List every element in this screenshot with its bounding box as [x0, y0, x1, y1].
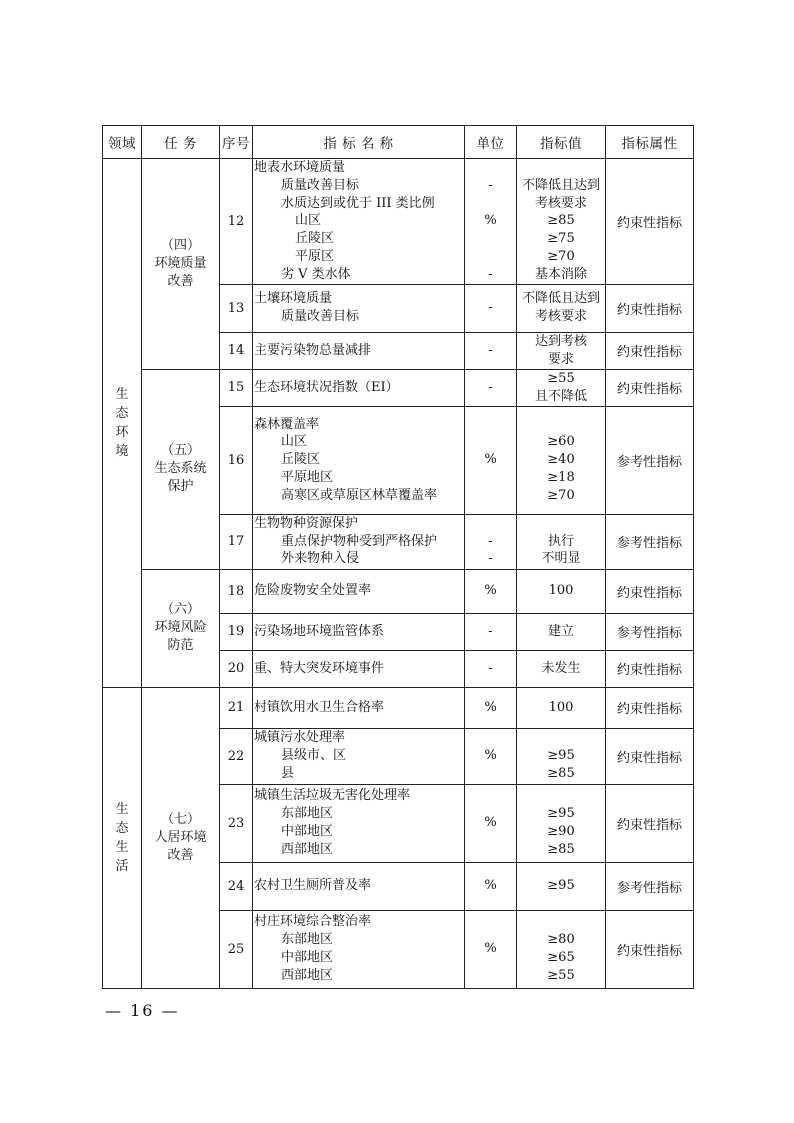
indicator-cell [253, 159, 465, 285]
value-line: 100 [548, 699, 574, 715]
unit-line: % [484, 583, 497, 599]
indicator-line: 森林覆盖率 [254, 416, 320, 432]
value-cell [517, 406, 606, 514]
header-unit: 单位 [465, 126, 517, 159]
attribute-cell: 约束性指标 [606, 569, 694, 613]
indicator-line: 东部地区 [281, 806, 334, 822]
header-attribute: 指标属性 [606, 126, 694, 159]
value-line: ≥55 [547, 967, 575, 983]
unit-line [465, 159, 516, 177]
value-line: ≥95 [547, 748, 575, 764]
indicator-line: 土壤环境质量 [254, 291, 333, 307]
value-line: ≥90 [547, 824, 575, 840]
unit-line: - [488, 342, 493, 358]
indicator-line: 地表水环境质量 [254, 160, 346, 175]
indicator-cell [253, 369, 465, 406]
unit-cell [465, 784, 517, 862]
unit-cell [465, 406, 517, 514]
indicator-cell [253, 569, 465, 613]
task-label-line: （六） [160, 602, 200, 618]
value-line: ≥85 [547, 765, 575, 781]
indicator-cell [253, 728, 465, 784]
unit-line: - [488, 551, 493, 567]
indicator-line: 中部地区 [281, 824, 334, 840]
table-row [103, 369, 694, 406]
value-line [517, 913, 605, 931]
seq-cell: 15 [220, 369, 253, 406]
indicator-cell [253, 862, 465, 910]
task-label-line: 环境风险 [154, 620, 207, 636]
value-line: ≥55 [547, 370, 575, 386]
unit-line: - [488, 660, 493, 676]
domain-label: 生态生活 [115, 801, 129, 874]
unit-cell [465, 687, 517, 728]
task-label-line: 防范 [167, 638, 194, 654]
unit-cell [465, 650, 517, 687]
value-line: ≥60 [547, 434, 575, 450]
value-cell [517, 369, 606, 406]
unit-line: % [484, 815, 497, 831]
unit-line: % [484, 748, 497, 764]
value-line [517, 515, 605, 533]
value-line: 要求 [547, 351, 574, 367]
value-cell [517, 687, 606, 728]
indicator-line: 西部地区 [281, 841, 334, 857]
attribute-cell: 约束性指标 [606, 687, 694, 728]
domain-label: 生态环境 [115, 386, 129, 459]
table-header-row [103, 126, 694, 159]
header-indicator: 指 标 名 称 [253, 126, 465, 159]
indicator-line: 山区 [281, 434, 308, 450]
value-line: 不明显 [541, 551, 581, 567]
indicator-line: 高寒区或草原区林草覆盖率 [281, 487, 438, 503]
value-cell [517, 569, 606, 613]
indicator-line: 城镇生活垃圾无害化处理率 [254, 788, 411, 804]
task-cell [142, 159, 220, 370]
seq-cell: 12 [220, 159, 253, 285]
task-label-line: 改善 [167, 847, 194, 863]
task-label-line: （五） [160, 443, 200, 459]
value-line: 且不降低 [534, 388, 587, 404]
value-line: ≥80 [547, 932, 575, 948]
value-cell [517, 910, 606, 988]
unit-line: % [484, 452, 497, 468]
indicator-line: 平原区 [295, 248, 335, 264]
attribute-cell: 约束性指标 [606, 159, 694, 285]
value-line: 执行 [547, 533, 574, 549]
value-line: 考核要求 [534, 309, 587, 325]
attribute-cell: 约束性指标 [606, 784, 694, 862]
unit-line: % [484, 213, 497, 229]
indicator-line: 外来物种入侵 [281, 551, 360, 567]
indicator-line: 村镇饮用水卫生合格率 [254, 699, 385, 715]
value-line: 未发生 [541, 660, 581, 676]
value-line: 不降低且达到 [521, 291, 600, 307]
unit-cell [465, 728, 517, 784]
seq-cell: 22 [220, 728, 253, 784]
value-line: ≥70 [547, 248, 575, 264]
indicator-line: 生物物种资源保护 [254, 515, 359, 531]
value-line [517, 159, 605, 177]
unit-cell [465, 159, 517, 285]
unit-line: - [488, 379, 493, 395]
value-line: ≥85 [547, 213, 575, 229]
indicator-line: 主要污染物总量减排 [254, 342, 372, 358]
value-line: 不降低且达到 [521, 177, 600, 193]
attribute-cell: 约束性指标 [606, 728, 694, 784]
indicator-line: 重、特大突发环境事件 [254, 660, 385, 676]
indicator-line: 县 [281, 765, 295, 781]
indicator-line: 水质达到或优于 III 类比例 [281, 195, 435, 211]
seq-cell: 14 [220, 332, 253, 369]
value-cell [517, 650, 606, 687]
seq-cell: 20 [220, 650, 253, 687]
unit-line: - [488, 623, 493, 639]
unit-line: - [488, 300, 493, 316]
value-line [517, 729, 605, 747]
table-row [103, 687, 694, 728]
indicator-line: 劣 V 类水体 [281, 266, 351, 282]
task-cell [142, 569, 220, 687]
value-cell [517, 159, 606, 285]
header-task: 任 务 [142, 126, 220, 159]
attribute-cell: 参考性指标 [606, 514, 694, 569]
task-cell [142, 687, 220, 988]
page-number: — 16 — [105, 1001, 180, 1020]
indicator-line: 东部地区 [281, 932, 334, 948]
table-row [103, 159, 694, 285]
value-line: ≥70 [547, 487, 575, 503]
indicator-cell [253, 332, 465, 369]
indicator-line: 山区 [295, 213, 322, 229]
seq-cell: 19 [220, 613, 253, 650]
unit-cell [465, 369, 517, 406]
task-label-line: 保护 [167, 479, 194, 495]
task-label-line: （七） [160, 811, 200, 827]
value-cell [517, 728, 606, 784]
unit-line [465, 248, 516, 266]
attribute-cell: 约束性指标 [606, 910, 694, 988]
value-cell [517, 784, 606, 862]
task-label-line: （四） [160, 237, 200, 253]
indicator-cell [253, 784, 465, 862]
value-cell [517, 862, 606, 910]
indicator-cell [253, 910, 465, 988]
indicator-line: 平原地区 [281, 469, 334, 485]
indicator-cell [253, 406, 465, 514]
attribute-cell: 约束性指标 [606, 650, 694, 687]
value-cell [517, 284, 606, 332]
unit-cell [465, 613, 517, 650]
task-label-line: 环境质量 [154, 255, 207, 271]
value-line [517, 787, 605, 805]
value-cell [517, 613, 606, 650]
value-line: 达到考核 [534, 333, 587, 349]
indicator-line: 丘陵区 [295, 231, 335, 247]
unit-line: % [484, 941, 497, 957]
header-value: 指标值 [517, 126, 606, 159]
unit-cell [465, 514, 517, 569]
seq-cell: 21 [220, 687, 253, 728]
indicator-line: 西部地区 [281, 967, 334, 983]
value-line: ≥40 [547, 452, 575, 468]
value-line: 考核要求 [534, 195, 587, 211]
attribute-cell: 约束性指标 [606, 369, 694, 406]
indicator-line: 污染场地环境监管体系 [254, 623, 385, 639]
unit-cell [465, 569, 517, 613]
seq-cell: 25 [220, 910, 253, 988]
unit-line: % [484, 878, 497, 894]
indicator-line: 农村卫生厕所普及率 [254, 878, 372, 894]
value-line: ≥85 [547, 841, 575, 857]
value-line: ≥18 [547, 469, 575, 485]
attribute-cell: 参考性指标 [606, 613, 694, 650]
domain-cell [103, 687, 142, 988]
value-line: ≥75 [547, 231, 575, 247]
task-label-line: 改善 [167, 273, 194, 289]
indicator-cell [253, 613, 465, 650]
attribute-cell: 参考性指标 [606, 862, 694, 910]
table-body [103, 159, 694, 989]
unit-line: - [488, 266, 493, 282]
value-line: 100 [548, 583, 574, 599]
unit-line [465, 230, 516, 248]
indicator-line: 重点保护物种受到严格保护 [281, 533, 438, 549]
value-line: ≥65 [547, 950, 575, 966]
indicator-line: 质量改善目标 [281, 309, 360, 325]
task-label-line: 人居环境 [154, 829, 207, 845]
indicator-line: 城镇污水处理率 [254, 730, 346, 746]
indicator-line: 中部地区 [281, 950, 334, 966]
value-line: ≥95 [547, 878, 575, 894]
seq-cell: 23 [220, 784, 253, 862]
unit-line [465, 515, 516, 533]
attribute-cell: 约束性指标 [606, 284, 694, 332]
seq-cell: 18 [220, 569, 253, 613]
unit-line [465, 195, 516, 213]
value-line: ≥95 [547, 806, 575, 822]
domain-cell [103, 159, 142, 688]
indicator-line: 危险废物安全处置率 [254, 583, 372, 599]
task-cell [142, 369, 220, 569]
unit-cell [465, 910, 517, 988]
indicator-cell [253, 284, 465, 332]
seq-cell: 24 [220, 862, 253, 910]
indicator-cell [253, 514, 465, 569]
task-label-line: 生态系统 [154, 461, 207, 477]
seq-cell: 16 [220, 406, 253, 514]
unit-cell [465, 332, 517, 369]
header-domain: 领域 [103, 126, 142, 159]
indicator-cell [253, 650, 465, 687]
indicator-line: 质量改善目标 [281, 177, 360, 193]
value-line [517, 416, 605, 434]
indicator-line: 县级市、区 [281, 748, 347, 764]
value-line: 基本消除 [534, 266, 587, 282]
seq-cell: 17 [220, 514, 253, 569]
unit-line: % [484, 699, 497, 715]
indicator-line: 丘陵区 [281, 452, 321, 468]
value-line: 建立 [547, 623, 574, 639]
indicator-table [102, 125, 694, 989]
table-row [103, 569, 694, 613]
seq-cell: 13 [220, 284, 253, 332]
indicator-cell [253, 687, 465, 728]
value-cell [517, 332, 606, 369]
attribute-cell: 约束性指标 [606, 332, 694, 369]
unit-cell [465, 862, 517, 910]
unit-cell [465, 284, 517, 332]
attribute-cell: 参考性指标 [606, 406, 694, 514]
unit-line: - [488, 177, 493, 193]
header-seq: 序号 [220, 126, 253, 159]
indicator-line: 生态环境状况指数（EI） [254, 379, 399, 395]
value-cell [517, 514, 606, 569]
unit-line: - [488, 533, 493, 549]
indicator-line: 村庄环境综合整治率 [254, 914, 372, 930]
